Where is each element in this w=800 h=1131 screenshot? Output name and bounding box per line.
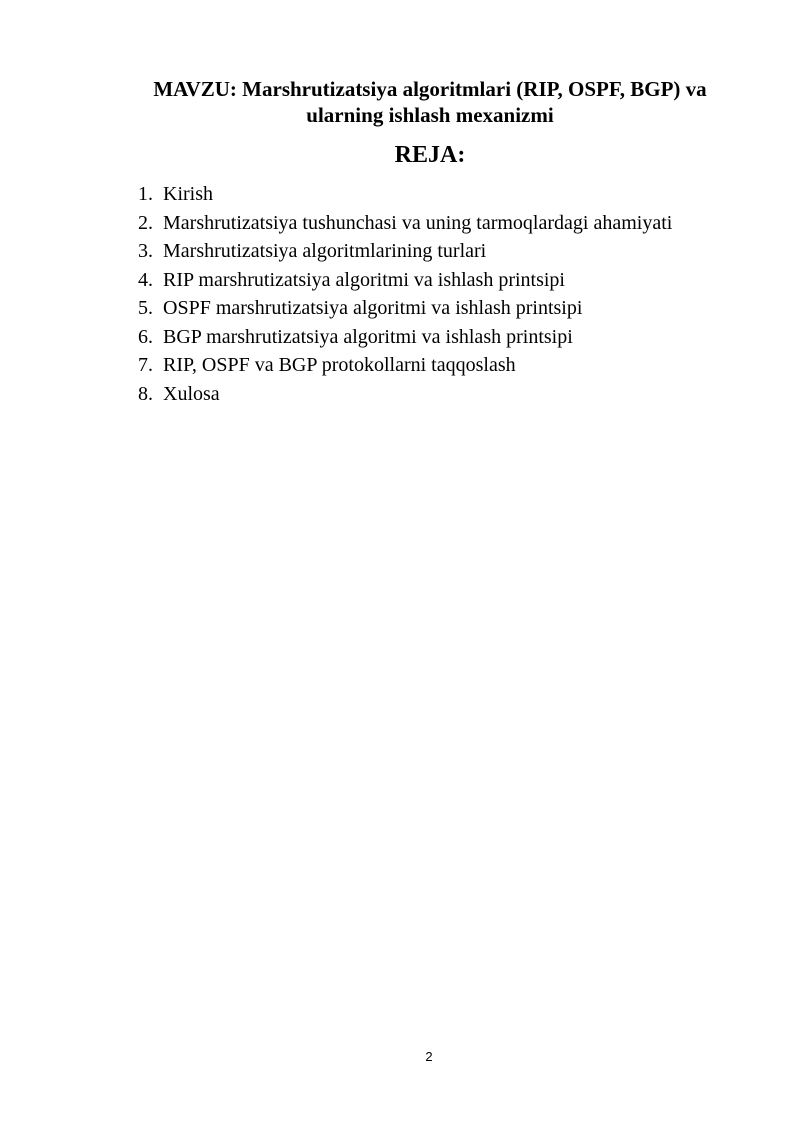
plan-item-number: 2. bbox=[138, 211, 153, 234]
plan-item-text: Xulosa bbox=[163, 382, 220, 405]
plan-item-text: BGP marshrutizatsiya algoritmi va ishlash printsipi bbox=[163, 325, 573, 348]
plan-item-number: 6. bbox=[138, 325, 153, 348]
plan-item-text: Marshrutizatsiya algoritmlarining turlari bbox=[163, 240, 487, 262]
plan-item-2 bbox=[138, 209, 672, 238]
document-title bbox=[120, 76, 740, 128]
plan-item-number: 1. bbox=[138, 183, 153, 205]
plan-item-number: 5. bbox=[138, 297, 153, 319]
plan-item-text: OSPF marshrutizatsiya algoritmi va ishlash printsipi bbox=[163, 297, 583, 319]
plan-item-text: Kirish bbox=[163, 183, 213, 205]
plan-item-7 bbox=[138, 351, 672, 380]
title-line-1: MAVZU: Marshrutizatsiya algoritmlari (RIP, OSPF, BGP) va bbox=[153, 77, 707, 101]
plan-item-3 bbox=[138, 237, 672, 266]
plan-heading: REJA: bbox=[394, 142, 466, 168]
title-line-2: ularning ishlash mexanizmi bbox=[306, 103, 554, 127]
plan-item-5 bbox=[138, 294, 672, 323]
page-number: 2 bbox=[425, 1049, 433, 1064]
plan-item-number: 4. bbox=[138, 268, 153, 291]
plan-item-number: 8. bbox=[138, 382, 153, 405]
plan-list bbox=[138, 180, 672, 408]
plan-item-text: Marshrutizatsiya tushunchasi va uning tarmoqlardagi ahamiyati bbox=[163, 211, 673, 234]
plan-item-number: 3. bbox=[138, 240, 153, 262]
plan-item-number: 7. bbox=[138, 354, 153, 376]
plan-item-6 bbox=[138, 323, 672, 352]
plan-item-8 bbox=[138, 380, 672, 409]
plan-item-text: RIP marshrutizatsiya algoritmi va ishlash printsipi bbox=[163, 268, 565, 291]
plan-item-1 bbox=[138, 180, 672, 209]
plan-item-4 bbox=[138, 266, 672, 295]
plan-item-text: RIP, OSPF va BGP protokollarni taqqoslash bbox=[163, 354, 516, 376]
